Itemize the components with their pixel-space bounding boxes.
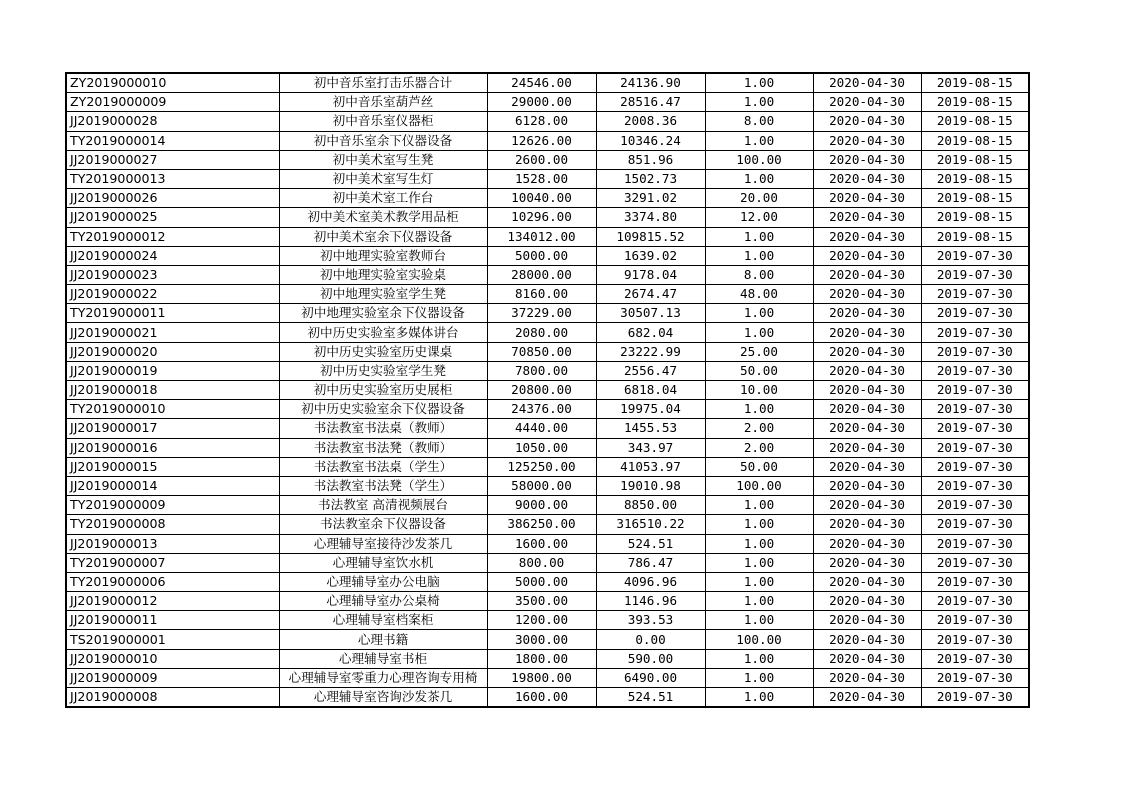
- quantity-cell: 20.00: [705, 189, 813, 208]
- net-value-cell: 1639.02: [596, 246, 705, 265]
- record-date-cell: 2020-04-30: [813, 515, 921, 534]
- table-row: [66, 419, 1029, 438]
- asset-code-cell: JJ2019000026: [66, 189, 279, 208]
- original-value-cell: 1600.00: [487, 688, 596, 708]
- quantity-cell: 1.00: [705, 304, 813, 323]
- asset-name-cell: 初中美术室美术教学用品柜: [279, 208, 487, 227]
- table-row: [66, 630, 1029, 649]
- record-date-cell: 2020-04-30: [813, 553, 921, 572]
- asset-name-cell: 初中音乐室仪器柜: [279, 112, 487, 131]
- table-row: [66, 457, 1029, 476]
- record-date-cell: 2020-04-30: [813, 93, 921, 112]
- asset-code-cell: TY2019000010: [66, 400, 279, 419]
- acquire-date-cell: 2019-07-30: [921, 381, 1029, 400]
- original-value-cell: 70850.00: [487, 342, 596, 361]
- original-value-cell: 58000.00: [487, 476, 596, 495]
- original-value-cell: 1200.00: [487, 611, 596, 630]
- table-row: [66, 496, 1029, 515]
- original-value-cell: 134012.00: [487, 227, 596, 246]
- net-value-cell: 30507.13: [596, 304, 705, 323]
- quantity-cell: 8.00: [705, 265, 813, 284]
- asset-name-cell: 初中历史实验室学生凳: [279, 361, 487, 380]
- table-row: [66, 169, 1029, 188]
- net-value-cell: 109815.52: [596, 227, 705, 246]
- quantity-cell: 1.00: [705, 572, 813, 591]
- record-date-cell: 2020-04-30: [813, 457, 921, 476]
- acquire-date-cell: 2019-07-30: [921, 438, 1029, 457]
- asset-name-cell: 心理辅导室书柜: [279, 649, 487, 668]
- acquire-date-cell: 2019-07-30: [921, 323, 1029, 342]
- original-value-cell: 9000.00: [487, 496, 596, 515]
- table-row: [66, 611, 1029, 630]
- net-value-cell: 2674.47: [596, 285, 705, 304]
- acquire-date-cell: 2019-08-15: [921, 131, 1029, 150]
- asset-code-cell: JJ2019000012: [66, 592, 279, 611]
- net-value-cell: 343.97: [596, 438, 705, 457]
- quantity-cell: 1.00: [705, 73, 813, 93]
- record-date-cell: 2020-04-30: [813, 419, 921, 438]
- asset-code-cell: TY2019000014: [66, 131, 279, 150]
- original-value-cell: 28000.00: [487, 265, 596, 284]
- quantity-cell: 50.00: [705, 457, 813, 476]
- acquire-date-cell: 2019-07-30: [921, 668, 1029, 687]
- asset-name-cell: 初中历史实验室历史课桌: [279, 342, 487, 361]
- asset-name-cell: 初中历史实验室多媒体讲台: [279, 323, 487, 342]
- acquire-date-cell: 2019-07-30: [921, 265, 1029, 284]
- original-value-cell: 2600.00: [487, 150, 596, 169]
- quantity-cell: 2.00: [705, 419, 813, 438]
- original-value-cell: 12626.00: [487, 131, 596, 150]
- asset-name-cell: 初中地理实验室教师台: [279, 246, 487, 265]
- quantity-cell: 1.00: [705, 93, 813, 112]
- acquire-date-cell: 2019-08-15: [921, 208, 1029, 227]
- original-value-cell: 29000.00: [487, 93, 596, 112]
- record-date-cell: 2020-04-30: [813, 342, 921, 361]
- net-value-cell: 6818.04: [596, 381, 705, 400]
- acquire-date-cell: 2019-08-15: [921, 169, 1029, 188]
- record-date-cell: 2020-04-30: [813, 688, 921, 708]
- asset-code-cell: ZY2019000010: [66, 73, 279, 93]
- quantity-cell: 100.00: [705, 630, 813, 649]
- net-value-cell: 1502.73: [596, 169, 705, 188]
- net-value-cell: 590.00: [596, 649, 705, 668]
- table-body: [66, 73, 1029, 707]
- table-row: [66, 73, 1029, 93]
- quantity-cell: 8.00: [705, 112, 813, 131]
- acquire-date-cell: 2019-07-30: [921, 476, 1029, 495]
- asset-code-cell: TS2019000001: [66, 630, 279, 649]
- asset-name-cell: 初中美术室工作台: [279, 189, 487, 208]
- asset-code-cell: JJ2019000016: [66, 438, 279, 457]
- acquire-date-cell: 2019-08-15: [921, 112, 1029, 131]
- acquire-date-cell: 2019-07-30: [921, 592, 1029, 611]
- table-row: [66, 208, 1029, 227]
- quantity-cell: 1.00: [705, 131, 813, 150]
- table-row: [66, 668, 1029, 687]
- record-date-cell: 2020-04-30: [813, 323, 921, 342]
- quantity-cell: 1.00: [705, 649, 813, 668]
- record-date-cell: 2020-04-30: [813, 649, 921, 668]
- record-date-cell: 2020-04-30: [813, 304, 921, 323]
- asset-name-cell: 心理辅导室咨询沙发茶几: [279, 688, 487, 708]
- asset-code-cell: JJ2019000025: [66, 208, 279, 227]
- net-value-cell: 3291.02: [596, 189, 705, 208]
- record-date-cell: 2020-04-30: [813, 227, 921, 246]
- acquire-date-cell: 2019-07-30: [921, 630, 1029, 649]
- quantity-cell: 100.00: [705, 150, 813, 169]
- net-value-cell: 9178.04: [596, 265, 705, 284]
- asset-name-cell: 书法教室 高清视频展台: [279, 496, 487, 515]
- asset-name-cell: 书法教室书法桌（学生）: [279, 457, 487, 476]
- quantity-cell: 1.00: [705, 611, 813, 630]
- table-row: [66, 304, 1029, 323]
- asset-code-cell: JJ2019000020: [66, 342, 279, 361]
- quantity-cell: 100.00: [705, 476, 813, 495]
- table-row: [66, 342, 1029, 361]
- table-row: [66, 112, 1029, 131]
- original-value-cell: 20800.00: [487, 381, 596, 400]
- asset-code-cell: TY2019000008: [66, 515, 279, 534]
- asset-name-cell: 心理辅导室饮水机: [279, 553, 487, 572]
- asset-name-cell: 心理书籍: [279, 630, 487, 649]
- record-date-cell: 2020-04-30: [813, 112, 921, 131]
- acquire-date-cell: 2019-07-30: [921, 515, 1029, 534]
- quantity-cell: 1.00: [705, 688, 813, 708]
- asset-name-cell: 心理辅导室办公桌椅: [279, 592, 487, 611]
- asset-name-cell: 心理辅导室零重力心理咨询专用椅: [279, 668, 487, 687]
- table-row: [66, 265, 1029, 284]
- table-row: [66, 285, 1029, 304]
- asset-table: [65, 72, 1030, 708]
- record-date-cell: 2020-04-30: [813, 208, 921, 227]
- asset-code-cell: TY2019000012: [66, 227, 279, 246]
- record-date-cell: 2020-04-30: [813, 438, 921, 457]
- record-date-cell: 2020-04-30: [813, 361, 921, 380]
- quantity-cell: 1.00: [705, 496, 813, 515]
- acquire-date-cell: 2019-07-30: [921, 419, 1029, 438]
- table-row: [66, 131, 1029, 150]
- record-date-cell: 2020-04-30: [813, 285, 921, 304]
- record-date-cell: 2020-04-30: [813, 630, 921, 649]
- record-date-cell: 2020-04-30: [813, 572, 921, 591]
- record-date-cell: 2020-04-30: [813, 592, 921, 611]
- table-row: [66, 592, 1029, 611]
- asset-name-cell: 初中音乐室葫芦丝: [279, 93, 487, 112]
- asset-code-cell: JJ2019000019: [66, 361, 279, 380]
- quantity-cell: 1.00: [705, 169, 813, 188]
- asset-name-cell: 初中地理实验室学生凳: [279, 285, 487, 304]
- asset-name-cell: 心理辅导室接待沙发茶几: [279, 534, 487, 553]
- asset-code-cell: JJ2019000017: [66, 419, 279, 438]
- original-value-cell: 1800.00: [487, 649, 596, 668]
- asset-name-cell: 初中地理实验室实验桌: [279, 265, 487, 284]
- original-value-cell: 1528.00: [487, 169, 596, 188]
- acquire-date-cell: 2019-08-15: [921, 150, 1029, 169]
- quantity-cell: 1.00: [705, 515, 813, 534]
- record-date-cell: 2020-04-30: [813, 668, 921, 687]
- quantity-cell: 2.00: [705, 438, 813, 457]
- original-value-cell: 5000.00: [487, 246, 596, 265]
- net-value-cell: 10346.24: [596, 131, 705, 150]
- original-value-cell: 10040.00: [487, 189, 596, 208]
- table-row: [66, 150, 1029, 169]
- acquire-date-cell: 2019-07-30: [921, 285, 1029, 304]
- table-row: [66, 93, 1029, 112]
- acquire-date-cell: 2019-07-30: [921, 553, 1029, 572]
- original-value-cell: 24376.00: [487, 400, 596, 419]
- asset-code-cell: JJ2019000013: [66, 534, 279, 553]
- quantity-cell: 1.00: [705, 553, 813, 572]
- acquire-date-cell: 2019-08-15: [921, 227, 1029, 246]
- original-value-cell: 1050.00: [487, 438, 596, 457]
- original-value-cell: 800.00: [487, 553, 596, 572]
- original-value-cell: 5000.00: [487, 572, 596, 591]
- original-value-cell: 3000.00: [487, 630, 596, 649]
- quantity-cell: 1.00: [705, 668, 813, 687]
- net-value-cell: 682.04: [596, 323, 705, 342]
- quantity-cell: 25.00: [705, 342, 813, 361]
- net-value-cell: 786.47: [596, 553, 705, 572]
- quantity-cell: 50.00: [705, 361, 813, 380]
- acquire-date-cell: 2019-07-30: [921, 361, 1029, 380]
- acquire-date-cell: 2019-07-30: [921, 304, 1029, 323]
- table-row: [66, 476, 1029, 495]
- net-value-cell: 2556.47: [596, 361, 705, 380]
- acquire-date-cell: 2019-07-30: [921, 400, 1029, 419]
- acquire-date-cell: 2019-07-30: [921, 572, 1029, 591]
- quantity-cell: 10.00: [705, 381, 813, 400]
- asset-name-cell: 初中历史实验室历史展柜: [279, 381, 487, 400]
- net-value-cell: 851.96: [596, 150, 705, 169]
- original-value-cell: 4440.00: [487, 419, 596, 438]
- table-row: [66, 553, 1029, 572]
- original-value-cell: 2080.00: [487, 323, 596, 342]
- record-date-cell: 2020-04-30: [813, 496, 921, 515]
- asset-name-cell: 初中美术室写生灯: [279, 169, 487, 188]
- asset-code-cell: TY2019000011: [66, 304, 279, 323]
- asset-name-cell: 书法教室书法凳（教师）: [279, 438, 487, 457]
- original-value-cell: 10296.00: [487, 208, 596, 227]
- asset-code-cell: JJ2019000018: [66, 381, 279, 400]
- original-value-cell: 3500.00: [487, 592, 596, 611]
- acquire-date-cell: 2019-08-15: [921, 93, 1029, 112]
- asset-name-cell: 初中历史实验室余下仪器设备: [279, 400, 487, 419]
- table-row: [66, 323, 1029, 342]
- quantity-cell: 1.00: [705, 400, 813, 419]
- asset-code-cell: JJ2019000028: [66, 112, 279, 131]
- acquire-date-cell: 2019-08-15: [921, 73, 1029, 93]
- net-value-cell: 524.51: [596, 534, 705, 553]
- net-value-cell: 3374.80: [596, 208, 705, 227]
- asset-name-cell: 心理辅导室档案柜: [279, 611, 487, 630]
- acquire-date-cell: 2019-07-30: [921, 246, 1029, 265]
- asset-code-cell: JJ2019000014: [66, 476, 279, 495]
- record-date-cell: 2020-04-30: [813, 189, 921, 208]
- quantity-cell: 12.00: [705, 208, 813, 227]
- record-date-cell: 2020-04-30: [813, 400, 921, 419]
- table-row: [66, 381, 1029, 400]
- asset-code-cell: JJ2019000024: [66, 246, 279, 265]
- table-row: [66, 572, 1029, 591]
- acquire-date-cell: 2019-07-30: [921, 457, 1029, 476]
- record-date-cell: 2020-04-30: [813, 534, 921, 553]
- table-row: [66, 534, 1029, 553]
- original-value-cell: 8160.00: [487, 285, 596, 304]
- asset-name-cell: 书法教室书法凳（学生）: [279, 476, 487, 495]
- asset-code-cell: JJ2019000021: [66, 323, 279, 342]
- table-row: [66, 400, 1029, 419]
- original-value-cell: 1600.00: [487, 534, 596, 553]
- original-value-cell: 37229.00: [487, 304, 596, 323]
- table-row: [66, 189, 1029, 208]
- net-value-cell: 8850.00: [596, 496, 705, 515]
- quantity-cell: 1.00: [705, 323, 813, 342]
- original-value-cell: 125250.00: [487, 457, 596, 476]
- asset-name-cell: 书法教室余下仪器设备: [279, 515, 487, 534]
- net-value-cell: 28516.47: [596, 93, 705, 112]
- net-value-cell: 24136.90: [596, 73, 705, 93]
- record-date-cell: 2020-04-30: [813, 73, 921, 93]
- net-value-cell: 41053.97: [596, 457, 705, 476]
- net-value-cell: 19010.98: [596, 476, 705, 495]
- asset-code-cell: TY2019000006: [66, 572, 279, 591]
- asset-code-cell: JJ2019000023: [66, 265, 279, 284]
- record-date-cell: 2020-04-30: [813, 246, 921, 265]
- asset-code-cell: TY2019000007: [66, 553, 279, 572]
- acquire-date-cell: 2019-08-15: [921, 189, 1029, 208]
- asset-code-cell: TY2019000013: [66, 169, 279, 188]
- net-value-cell: 23222.99: [596, 342, 705, 361]
- original-value-cell: 7800.00: [487, 361, 596, 380]
- asset-code-cell: TY2019000009: [66, 496, 279, 515]
- asset-code-cell: JJ2019000008: [66, 688, 279, 708]
- record-date-cell: 2020-04-30: [813, 150, 921, 169]
- table-row: [66, 688, 1029, 708]
- acquire-date-cell: 2019-07-30: [921, 688, 1029, 708]
- table-row: [66, 227, 1029, 246]
- table-row: [66, 515, 1029, 534]
- acquire-date-cell: 2019-07-30: [921, 649, 1029, 668]
- net-value-cell: 19975.04: [596, 400, 705, 419]
- record-date-cell: 2020-04-30: [813, 611, 921, 630]
- asset-code-cell: JJ2019000022: [66, 285, 279, 304]
- asset-code-cell: JJ2019000010: [66, 649, 279, 668]
- net-value-cell: 1455.53: [596, 419, 705, 438]
- quantity-cell: 1.00: [705, 592, 813, 611]
- asset-name-cell: 初中地理实验室余下仪器设备: [279, 304, 487, 323]
- record-date-cell: 2020-04-30: [813, 476, 921, 495]
- acquire-date-cell: 2019-07-30: [921, 611, 1029, 630]
- asset-name-cell: 初中音乐室打击乐器合计: [279, 73, 487, 93]
- net-value-cell: 0.00: [596, 630, 705, 649]
- net-value-cell: 6490.00: [596, 668, 705, 687]
- original-value-cell: 24546.00: [487, 73, 596, 93]
- record-date-cell: 2020-04-30: [813, 265, 921, 284]
- net-value-cell: 316510.22: [596, 515, 705, 534]
- asset-code-cell: JJ2019000027: [66, 150, 279, 169]
- acquire-date-cell: 2019-07-30: [921, 342, 1029, 361]
- asset-code-cell: ZY2019000009: [66, 93, 279, 112]
- net-value-cell: 524.51: [596, 688, 705, 708]
- original-value-cell: 6128.00: [487, 112, 596, 131]
- record-date-cell: 2020-04-30: [813, 169, 921, 188]
- asset-name-cell: 初中美术室写生凳: [279, 150, 487, 169]
- asset-code-cell: JJ2019000009: [66, 668, 279, 687]
- net-value-cell: 4096.96: [596, 572, 705, 591]
- table-row: [66, 649, 1029, 668]
- original-value-cell: 386250.00: [487, 515, 596, 534]
- asset-name-cell: 初中美术室余下仪器设备: [279, 227, 487, 246]
- acquire-date-cell: 2019-07-30: [921, 534, 1029, 553]
- quantity-cell: 1.00: [705, 534, 813, 553]
- original-value-cell: 19800.00: [487, 668, 596, 687]
- quantity-cell: 48.00: [705, 285, 813, 304]
- quantity-cell: 1.00: [705, 227, 813, 246]
- table-row: [66, 246, 1029, 265]
- table-row: [66, 361, 1029, 380]
- asset-name-cell: 心理辅导室办公电脑: [279, 572, 487, 591]
- asset-code-cell: JJ2019000011: [66, 611, 279, 630]
- net-value-cell: 1146.96: [596, 592, 705, 611]
- asset-name-cell: 书法教室书法桌（教师）: [279, 419, 487, 438]
- asset-name-cell: 初中音乐室余下仪器设备: [279, 131, 487, 150]
- quantity-cell: 1.00: [705, 246, 813, 265]
- acquire-date-cell: 2019-07-30: [921, 496, 1029, 515]
- record-date-cell: 2020-04-30: [813, 131, 921, 150]
- net-value-cell: 393.53: [596, 611, 705, 630]
- net-value-cell: 2008.36: [596, 112, 705, 131]
- record-date-cell: 2020-04-30: [813, 381, 921, 400]
- table-row: [66, 438, 1029, 457]
- asset-code-cell: JJ2019000015: [66, 457, 279, 476]
